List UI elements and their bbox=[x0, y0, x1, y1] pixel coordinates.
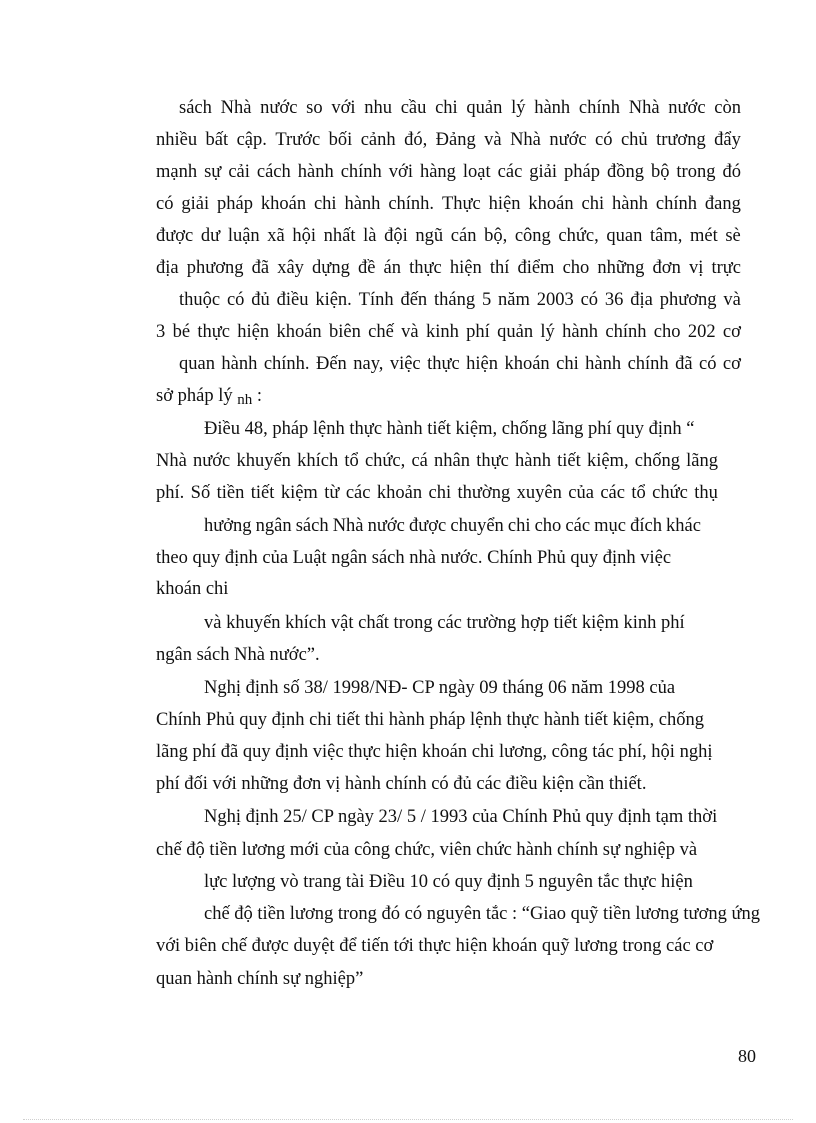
word: mét bbox=[689, 226, 718, 246]
word: cảnh bbox=[360, 130, 396, 150]
text-line: theo quy định của Luật ngân sách nhà nước. Chính Phủ quy định việc bbox=[156, 548, 672, 568]
word: hàng bbox=[419, 162, 456, 182]
word: 5 bbox=[481, 290, 492, 310]
word: chính. bbox=[388, 194, 435, 214]
word: tiết bbox=[250, 483, 275, 503]
word: cầu bbox=[400, 98, 427, 118]
word: nước bbox=[193, 451, 231, 471]
word: nước bbox=[367, 516, 405, 536]
word: ngân bbox=[255, 516, 292, 536]
word: phương bbox=[659, 290, 717, 310]
text-line: chế độ tiền lương mới của công chức, viên chức hành chính sự nghiệp và bbox=[156, 840, 698, 860]
word: Tính bbox=[358, 290, 394, 310]
word: thực bbox=[197, 322, 230, 342]
word: đã bbox=[251, 258, 270, 278]
word: hưởng bbox=[204, 516, 252, 536]
word: và bbox=[401, 322, 419, 342]
word: cách bbox=[256, 162, 291, 182]
word: thực bbox=[476, 451, 509, 471]
word: mạnh bbox=[156, 162, 198, 182]
word: hành bbox=[612, 194, 648, 214]
text-line: Chính Phủ quy định chi tiết thi hành pháp lệnh thực hành tiết kiệm, chống bbox=[156, 710, 704, 730]
word: thí bbox=[489, 258, 510, 278]
word: kiện. bbox=[315, 290, 352, 310]
word: chi bbox=[556, 354, 579, 374]
word: lãng bbox=[686, 451, 718, 471]
word: 202 bbox=[687, 322, 716, 342]
word: Trước bbox=[275, 130, 321, 150]
word: quản bbox=[466, 98, 503, 118]
word: tiền bbox=[216, 483, 245, 503]
word: cập. bbox=[236, 130, 267, 150]
word: có bbox=[226, 290, 245, 310]
word: có bbox=[595, 130, 613, 150]
word: xây bbox=[277, 258, 304, 278]
word: Đến bbox=[315, 354, 347, 374]
word: địa bbox=[156, 258, 179, 278]
text-line: lực lượng vò trang tài Điều 10 có quy định 5 nguyên tắc thực hiện bbox=[204, 872, 693, 892]
word: cá bbox=[411, 451, 428, 471]
word: đơn bbox=[652, 258, 681, 278]
text-line bbox=[179, 353, 741, 375]
word: đủ bbox=[251, 290, 270, 310]
text-fragment-subscript: nh bbox=[237, 392, 253, 408]
word: ngũ bbox=[415, 226, 444, 246]
text-line: Nghị định 25/ CP ngày 23/ 5 / 1993 của Chính Phủ quy định tạm thời bbox=[204, 807, 718, 827]
word: pháp bbox=[217, 194, 253, 214]
word: chi bbox=[313, 194, 337, 214]
word: sách bbox=[295, 516, 329, 536]
text-line: ngân sách Nhà nước”. bbox=[156, 645, 320, 665]
word: từ bbox=[324, 483, 340, 503]
word: chi bbox=[435, 98, 458, 118]
word: chính bbox=[340, 162, 382, 182]
text-line bbox=[204, 515, 701, 537]
word: hội bbox=[292, 226, 317, 246]
text-line: và khuyến khích vật chất trong các trường hợp tiết kiệm kinh phí bbox=[204, 613, 685, 633]
word: sè bbox=[725, 226, 741, 246]
page-bottom-border bbox=[23, 1119, 793, 1120]
text-line: Nghị định số 38/ 1998/NĐ- CP ngày 09 tháng 06 năm 1998 của bbox=[204, 678, 676, 698]
word: tổ bbox=[344, 451, 359, 471]
word: 2003 bbox=[536, 290, 574, 310]
word: việc bbox=[389, 354, 421, 374]
word: bối bbox=[328, 130, 353, 150]
word: loạt bbox=[462, 162, 491, 182]
word: cơ bbox=[722, 322, 741, 342]
word: chức, bbox=[558, 226, 599, 246]
text-line bbox=[156, 385, 262, 408]
word: hành bbox=[585, 354, 622, 374]
word: nay, bbox=[353, 354, 384, 374]
word: tâm, bbox=[649, 226, 683, 246]
word: đã bbox=[675, 354, 693, 374]
word: vị bbox=[688, 258, 704, 278]
word: đó bbox=[722, 162, 741, 182]
word: đích bbox=[630, 516, 662, 536]
word: hành bbox=[297, 162, 334, 182]
word: bộ, bbox=[484, 226, 508, 246]
word: trực bbox=[711, 258, 741, 278]
text-line bbox=[156, 321, 741, 343]
word: dư bbox=[200, 226, 221, 246]
word: chính bbox=[627, 354, 669, 374]
word: khoán bbox=[260, 194, 307, 214]
word: được bbox=[156, 226, 194, 246]
word: nhiều bbox=[156, 130, 198, 150]
word: cho bbox=[562, 258, 590, 278]
word: hành bbox=[344, 194, 381, 214]
word: khác bbox=[666, 516, 701, 536]
word: tháng bbox=[434, 290, 476, 310]
word: Nhà bbox=[220, 98, 252, 118]
word: kiệm, bbox=[586, 451, 629, 471]
word: khuyến bbox=[236, 451, 291, 471]
word: quan bbox=[179, 354, 215, 374]
text-line bbox=[179, 289, 741, 311]
word: các bbox=[600, 483, 625, 503]
word: đồng bbox=[606, 162, 644, 182]
word: và bbox=[723, 290, 741, 310]
text-line: khoán chi bbox=[156, 579, 229, 599]
word: chi bbox=[507, 516, 531, 536]
word: các bbox=[345, 483, 371, 503]
word: chính bbox=[578, 98, 621, 118]
word: biên bbox=[329, 322, 361, 342]
word: Nhà bbox=[510, 130, 541, 150]
word: pháp bbox=[564, 162, 600, 182]
word: hành bbox=[515, 451, 551, 471]
word: có bbox=[580, 290, 599, 310]
word: giải bbox=[181, 194, 210, 214]
text-fragment: : bbox=[256, 386, 262, 406]
word: có bbox=[699, 354, 717, 374]
word: được bbox=[408, 516, 447, 536]
word: sự bbox=[204, 162, 222, 182]
word: chính bbox=[655, 194, 697, 214]
word: chính bbox=[605, 322, 647, 342]
word: hành bbox=[221, 354, 258, 374]
word: của bbox=[568, 483, 594, 503]
word: thuộc bbox=[179, 290, 221, 310]
text-line bbox=[156, 225, 741, 247]
word: hiện bbox=[449, 258, 482, 278]
word: điều bbox=[276, 290, 309, 310]
word: quan bbox=[606, 226, 643, 246]
word: kinh bbox=[425, 322, 459, 342]
word: thực bbox=[427, 354, 460, 374]
word: còn bbox=[714, 98, 741, 118]
word: dựng bbox=[312, 258, 350, 278]
word: đẩy bbox=[714, 130, 741, 150]
word: Nhà bbox=[156, 451, 187, 471]
text-line: phí đối với những đơn vị hành chính có đủ các điều kiện cần thiết. bbox=[156, 774, 647, 794]
word: mục bbox=[594, 516, 626, 536]
word: khoán bbox=[276, 322, 322, 342]
word: hành bbox=[534, 98, 571, 118]
word: 3 bbox=[156, 322, 166, 342]
word: chức bbox=[652, 483, 688, 503]
text-line bbox=[156, 257, 741, 279]
word: nhất bbox=[323, 226, 356, 246]
text-line bbox=[156, 129, 741, 151]
text-line bbox=[156, 450, 718, 472]
word: đề bbox=[357, 258, 376, 278]
word: chuyển bbox=[450, 516, 504, 536]
text-line bbox=[156, 161, 741, 183]
word: thường bbox=[457, 483, 511, 503]
word: cho bbox=[653, 322, 681, 342]
word: nhân bbox=[434, 451, 471, 471]
word: hiện bbox=[488, 194, 521, 214]
word: với bbox=[331, 98, 356, 118]
word: luận bbox=[227, 226, 260, 246]
word: bộ bbox=[650, 162, 670, 182]
word: bé bbox=[172, 322, 191, 342]
word: sách bbox=[179, 98, 212, 118]
word: đội bbox=[384, 226, 408, 246]
word: điểm bbox=[517, 258, 555, 278]
text-fragment: sở pháp lý bbox=[156, 386, 233, 406]
word: chủ bbox=[620, 130, 648, 150]
word: hiện bbox=[466, 354, 499, 374]
word: thực bbox=[409, 258, 442, 278]
word: đến bbox=[400, 290, 428, 310]
word: giải bbox=[529, 162, 558, 182]
word: chức, bbox=[364, 451, 406, 471]
word: chi bbox=[581, 194, 605, 214]
text-line bbox=[156, 193, 741, 215]
word: so bbox=[306, 98, 323, 118]
word: phí bbox=[466, 322, 490, 342]
word: Nhà bbox=[332, 516, 364, 536]
word: nước bbox=[260, 98, 298, 118]
word: các bbox=[565, 516, 591, 536]
word: khoán bbox=[504, 354, 550, 374]
word: cán bbox=[450, 226, 477, 246]
text-line bbox=[156, 482, 718, 504]
word: công bbox=[514, 226, 551, 246]
text-line bbox=[179, 97, 741, 119]
word: khích bbox=[297, 451, 339, 471]
word: nhu bbox=[364, 98, 392, 118]
word: cho bbox=[534, 516, 562, 536]
word: bất bbox=[205, 130, 229, 150]
word: đang bbox=[704, 194, 741, 214]
word: quản bbox=[497, 322, 534, 342]
word: và bbox=[484, 130, 502, 150]
word: lý bbox=[511, 98, 526, 118]
word: chi bbox=[428, 483, 452, 503]
word: đó, bbox=[404, 130, 428, 150]
word: Nhà bbox=[628, 98, 660, 118]
word: khoán bbox=[528, 194, 574, 214]
word: tổ bbox=[631, 483, 646, 503]
word: lý bbox=[540, 322, 555, 342]
word: hiện bbox=[237, 322, 270, 342]
word: nước bbox=[549, 130, 587, 150]
word: trương bbox=[656, 130, 706, 150]
word: hành bbox=[562, 322, 599, 342]
word: chính. bbox=[263, 354, 310, 374]
word: trong bbox=[676, 162, 716, 182]
word: phương bbox=[186, 258, 244, 278]
text-line: chế độ tiền lương trong đó có nguyên tắc : “Giao quỹ tiền lương tương ứng bbox=[204, 904, 761, 924]
word: xuyên bbox=[516, 483, 562, 503]
word: chế bbox=[368, 322, 394, 342]
word: Đảng bbox=[435, 130, 476, 150]
word: án bbox=[383, 258, 401, 278]
text-line: với biên chế được duyệt để tiến tới thực hiện khoán quỹ lương trong các cơ bbox=[156, 936, 714, 956]
word: kiệm bbox=[280, 483, 318, 503]
text-line: Điều 48, pháp lệnh thực hành tiết kiệm, chống lãng phí quy định “ bbox=[204, 419, 695, 439]
word: Thực bbox=[441, 194, 481, 214]
word: xã bbox=[267, 226, 285, 246]
text-line: lãng phí đã quy định việc thực hiện khoán chi lương, công tác phí, hội nghị bbox=[156, 742, 713, 762]
word: khoản bbox=[376, 483, 423, 503]
word: phí. bbox=[156, 483, 185, 503]
word: 36 bbox=[604, 290, 624, 310]
word: có bbox=[156, 194, 174, 214]
word: Số bbox=[190, 483, 211, 503]
word: với bbox=[388, 162, 413, 182]
word: cơ bbox=[722, 354, 741, 374]
text-line: quan hành chính sự nghiệp” bbox=[156, 969, 364, 989]
word: năm bbox=[498, 290, 530, 310]
word: thụ bbox=[694, 483, 718, 503]
word: chống bbox=[634, 451, 680, 471]
word: các bbox=[497, 162, 523, 182]
word: địa bbox=[630, 290, 653, 310]
page-number: 80 bbox=[738, 1046, 756, 1066]
word: nước bbox=[668, 98, 706, 118]
word: những bbox=[597, 258, 645, 278]
word: là bbox=[363, 226, 377, 246]
word: cải bbox=[228, 162, 250, 182]
word: tiết bbox=[557, 451, 581, 471]
